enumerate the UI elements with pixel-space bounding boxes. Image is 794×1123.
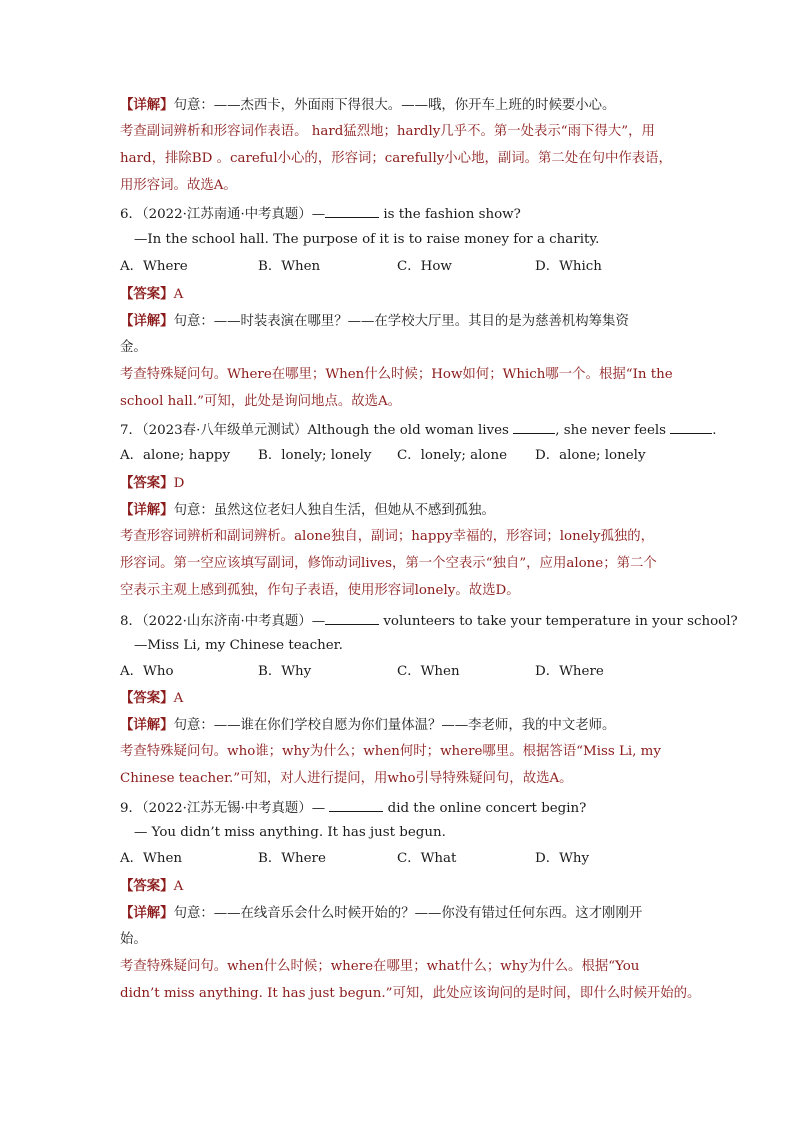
q6-explain-line-4: school hall.”可知，此处是询问地点。故选A。 [120,394,402,409]
explain-tag: 【详解】 [120,97,174,113]
q7-option-c: C．lonely; alone [397,448,508,463]
q8-option-c: C．When [397,664,460,679]
q9-explain-line-3: 考查特殊疑问句。when什么时候；where在哪里；what什么；why为什么。根据“You [120,959,640,974]
q9-option-a: A．When [120,851,182,866]
q7-option-d: D．alone; lonely [535,448,646,463]
q9-reply: — You didn’t miss anything. It has just begun. [134,825,446,840]
q8-explain-line-2: 考查特殊疑问句。who谁；why为什么；when何时；where哪里。根据答语“Miss Li, my [120,744,661,759]
q5-explain-line-4: 用形容词。故选A。 [120,178,237,193]
q7-explain-line-4: 空表示主观上感到孤独，作句子表语，使用形容词lonely。故选D。 [120,583,520,598]
q7-answer: 【答案】D [120,475,185,491]
q6-option-c: C．How [397,259,452,274]
q6-explain-line-3: 考查特殊疑问句。Where在哪里；When什么时候；How如何；Which哪一个。根据“In the [120,367,673,382]
q9-explain-line-2: 始。 [120,932,147,947]
q6-explain-line-1: 【详解】句意：——时装表演在哪里？——在学校大厅里。其目的是为慈善机构筹集资 [120,313,629,329]
q7-explain-line-3: 形容词。第一空应该填写副词，修饰动词lives，第一个空表示“独自”，应用alone；第二个 [120,556,657,571]
q7-explain-line-1: 【详解】句意：虽然这位老妇人独自生活，但她从不感到孤独。 [120,502,495,518]
answer-blank [670,419,712,434]
q9-explain-line-1: 【详解】句意：——在线音乐会什么时候开始的？——你没有错过任何东西。这才刚刚开 [120,905,643,921]
q9-stem: 9．（2022·江苏无锡·中考真题）— did the online concert begin? [120,797,684,819]
q6-option-b: B．When [258,259,321,274]
q8-stem: 8．（2022·山东济南·中考真题）— volunteers to take your temperature in your school? [120,610,684,632]
q9-option-b: B．Where [258,851,326,866]
q7-option-a: A．alone; happy [120,448,231,463]
q8-reply: —Miss Li, my Chinese teacher. [134,638,343,653]
q8-option-d: D．Where [535,664,604,679]
q8-answer: 【答案】A [120,690,184,706]
answer-blank [325,203,379,218]
q6-option-a: A．Where [120,259,188,274]
q8-explain-line-3: Chinese teacher.”可知，对人进行提问，用who引导特殊疑问句，故选A。 [120,771,573,786]
q6-stem: 6．（2022·江苏南通·中考真题）— is the fashion show? [120,203,684,225]
q7-stem: 7．（2023春·八年级单元测试）Although the old woman lives , she never feels . [120,419,684,441]
q5-explain-line-3: hard，排除BD 。careful小心的，形容词；carefully小心地，副词。第二处在句中作表语， [120,151,672,166]
answer-blank [513,419,555,434]
q8-option-b: B．Why [258,664,312,679]
q6-reply: —In the school hall. The purpose of it is to raise money for a charity. [134,232,600,247]
answer-blank [329,797,383,812]
q9-option-d: D．Why [535,851,590,866]
q8-explain-line-1: 【详解】句意：——谁在你们学校自愿为你们量体温？——李老师，我的中文老师。 [120,717,616,733]
q5-explain-line-1: 【详解】句意：——杰西卡，外面雨下得很大。——哦，你开车上班的时候要小心。 [120,97,616,113]
q9-explain-line-4: didn’t miss anything. It has just begun.”可知，此处应该询问的是时间，即什么时候开始的。 [120,986,701,1001]
q7-option-b: B．lonely; lonely [258,448,372,463]
q7-explain-line-2: 考查形容词辨析和副词辨析。alone独自，副词；happy幸福的，形容词；lonely孤独的， [120,529,655,544]
q5-explain-line-2: 考查副词辨析和形容词作表语。 hard猛烈地；hardly几乎不。第一处表示“雨下得大”，用 [120,124,655,139]
q6-explain-line-2: 金。 [120,340,147,355]
q9-answer: 【答案】A [120,878,184,894]
q8-option-a: A．Who [120,664,174,679]
q9-option-c: C．What [397,851,457,866]
q6-answer: 【答案】A [120,286,184,302]
q6-option-d: D．Which [535,259,602,274]
answer-blank [325,610,379,625]
